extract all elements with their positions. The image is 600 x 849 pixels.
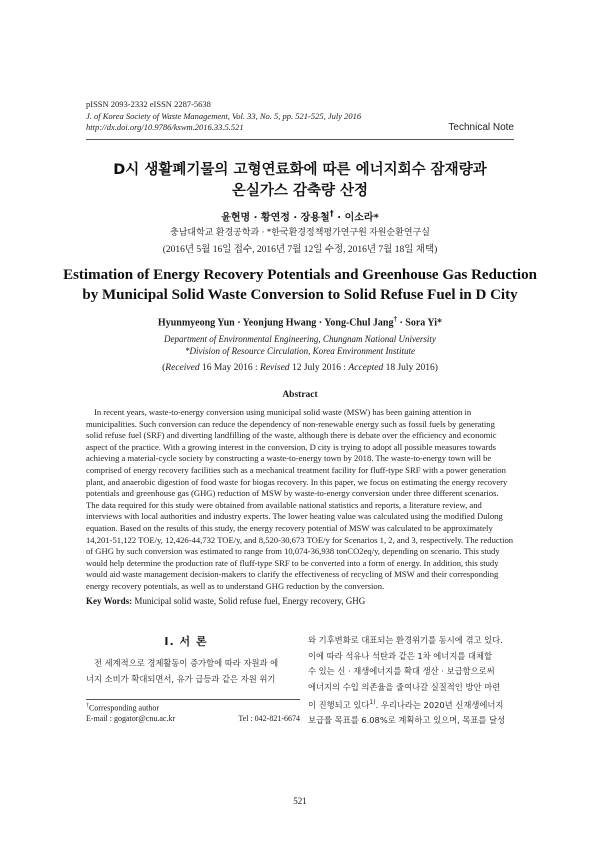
body-line: 보급률 목표를 6.08%로 계획하고 있으며, 목표를 달성 <box>308 715 506 726</box>
citation-ref: 1) <box>369 699 376 706</box>
received-label: Received <box>165 363 200 373</box>
body-line: 와 기후변화로 대표되는 환경위기를 동시에 겪고 있다. <box>308 635 503 645</box>
keywords-label: Key Words: <box>86 596 133 606</box>
right-column-text <box>308 633 522 729</box>
korean-dates: (2016년 5월 16일 접수, 2016년 7월 12일 수정, 2016년 7월 18일 채택) <box>162 245 438 255</box>
affiliation-line: *Division of Resource Circulation, Korea Environment Institute <box>185 345 415 356</box>
abstract-line: The data required for this study were obtained from available national statistics and reports, a literature review, and <box>86 499 482 510</box>
left-column-text <box>86 656 300 687</box>
english-author-names: Hyunmyeong Yun · Yeonjung Hwang · Yong-Chul Jang <box>157 317 394 329</box>
abstract-line: comprised of energy recovery facilities such as a mechanical treatment facility for fluff-type SRF with a power generation <box>86 464 506 475</box>
revised-date: 12 July 2016 : <box>289 363 349 373</box>
keywords <box>86 596 365 606</box>
footnote-tel: Tel : 042-821-6674 <box>238 714 300 724</box>
abstract-line: plant, and anaerobic digestion of food waste for biogas recovery. In this paper, we focus on estimating the energy recovery <box>86 476 508 487</box>
doi-link[interactable]: http://dx.doi.org/10.9786/kswm.2016.33.5.521 <box>86 122 244 132</box>
english-title-line: by Municipal Solid Waste Conversion to Solid Refuse Fuel in D City <box>82 287 518 303</box>
english-authors <box>0 315 600 328</box>
abstract-line: interviews with local authorities and industry experts. The lower heating value was calculated using the modified Dulong <box>86 511 503 522</box>
body-line: 수 있는 신 · 재생에너지를 확대 생산 · 보급함으로써 <box>308 666 495 676</box>
abstract-heading: Abstract <box>282 390 318 400</box>
keywords-text: Municipal solid waste, Solid refuse fuel, Energy recovery, GHG <box>132 596 366 606</box>
abstract-line: potentials and greenhouse gas (GHG) reduction of MSW by waste-to-energy conversion under three different scenarios. <box>86 488 499 499</box>
accepted-label: Accepted <box>348 363 384 373</box>
page-number: 521 <box>293 796 307 806</box>
footnote-label: Corresponding author <box>89 703 159 713</box>
korean-author-names: 윤현명 · 황연정 · 장용철 <box>221 212 330 224</box>
issn-line: pISSN 2093-2332 eISSN 2287-5638 <box>86 99 211 109</box>
abstract-line: of GHG by such conversion was estimated to range from 10,074-36,938 tonCO2eq/y, depending on scenario. This study <box>86 546 500 557</box>
document-type: Technical Note <box>448 122 514 133</box>
abstract-line: energy recovery potentials, as well as to understand GHG reduction by the conversion. <box>86 580 385 591</box>
korean-authors <box>0 208 600 223</box>
abstract-line: solid refuse fuel (SRF) and diverting landfilling of the waste, although there is debate over the efficiency and economic <box>86 430 497 441</box>
abstract-line: would aid waste management decision-makers to clarify the effectiveness of recycling of MSW and their corresponding <box>86 569 499 580</box>
footnote <box>86 701 300 725</box>
body-line: 전 세계적으로 경제활동이 증가함에 따라 자원과 에 <box>94 658 279 668</box>
abstract-line: aspect of the practice. With a growing interest in the conversion, D city is trying to adopt all possible measures towards <box>86 441 496 452</box>
korean-title-line: D시 생활폐기물의 고형연료화에 따른 에너지회수 잠재량과 <box>113 162 487 178</box>
abstract-line: In recent years, waste-to-energy conversion using municipal solid waste (MSW) has been gaining attention in <box>94 407 472 417</box>
revised-label: Revised <box>260 363 290 373</box>
english-affiliation <box>0 334 600 357</box>
corresponding-mark: † <box>329 208 334 218</box>
journal-header <box>86 99 361 134</box>
footnote-divider <box>86 699 300 700</box>
footnote-email[interactable]: E-mail : gogator@cnu.ac.kr <box>86 714 176 724</box>
body-line: 이 진행되고 있다$^{1)}$. 우리나라는 2020년 신재생에너지 <box>308 699 504 710</box>
abstract-line: achieving a material-cycle society by constructing a waste-to-energy town by 2018. The waste-to-energy town will be <box>86 453 492 464</box>
korean-title <box>0 160 600 202</box>
korean-title-line: 온실가스 감축량 산정 <box>231 183 369 199</box>
body-line: 너지 소비가 확대되면서, 유가 급등과 같은 자원 위기 <box>86 673 276 684</box>
korean-affiliation: 충남대학교 환경공학과 · *한국환경정책평가연구원 자원순환연구실 <box>170 227 430 237</box>
english-title-line: Estimation of Energy Recovery Potentials and Greenhouse Gas Reduction <box>63 267 537 283</box>
abstract-line: equation. Based on the results of this study, the energy recovery potential of MSW was calculated to be approximately <box>86 522 493 533</box>
affiliation-line: Department of Environmental Engineering, Chungnam National University <box>164 334 436 344</box>
abstract-body <box>86 407 514 593</box>
header-divider <box>86 139 514 140</box>
body-line: 에너지의 수입 의존율을 줄여나갈 실질적인 방안 마련 <box>308 681 501 692</box>
english-title <box>0 265 600 305</box>
korean-author-tail: · 이소라* <box>333 212 379 224</box>
section-heading-introduction: I. 서 론 <box>164 635 208 648</box>
corresponding-mark: † <box>393 315 397 323</box>
accepted-date: 18 July 2016) <box>383 363 438 373</box>
journal-citation: J. of Korea Society of Waste Management, Vol. 33, No. 5, pp. 521-525, July 2016 <box>86 110 362 121</box>
footnote-mark: † <box>86 703 89 709</box>
received-date: 16 May 2016 : <box>199 363 261 373</box>
abstract-line: 14,201-51,122 TOE/y, 12,426-44,732 TOE/y, and 8,520-30,673 TOE/y for Scenarios 1, 2, and 3, respectively. The reduction <box>86 534 514 545</box>
body-line: 이에 따라 석유나 석탄과 같은 1차 에너지를 대체할 <box>308 650 493 661</box>
english-dates: (Received 16 May 2016 : Revised 12 July 2016 : Accepted 18 July 2016) <box>162 363 438 373</box>
abstract-line: municipalities. Such conversion can reduce the dependency of non-renewable energy such as fossil fuels by generating <box>86 418 495 429</box>
english-author-tail: · Sora Yi* <box>396 317 443 329</box>
abstract-line: would help determine the production rate of fluff-type SRF to be converted into a form of energy. In addition, this study <box>86 557 499 568</box>
